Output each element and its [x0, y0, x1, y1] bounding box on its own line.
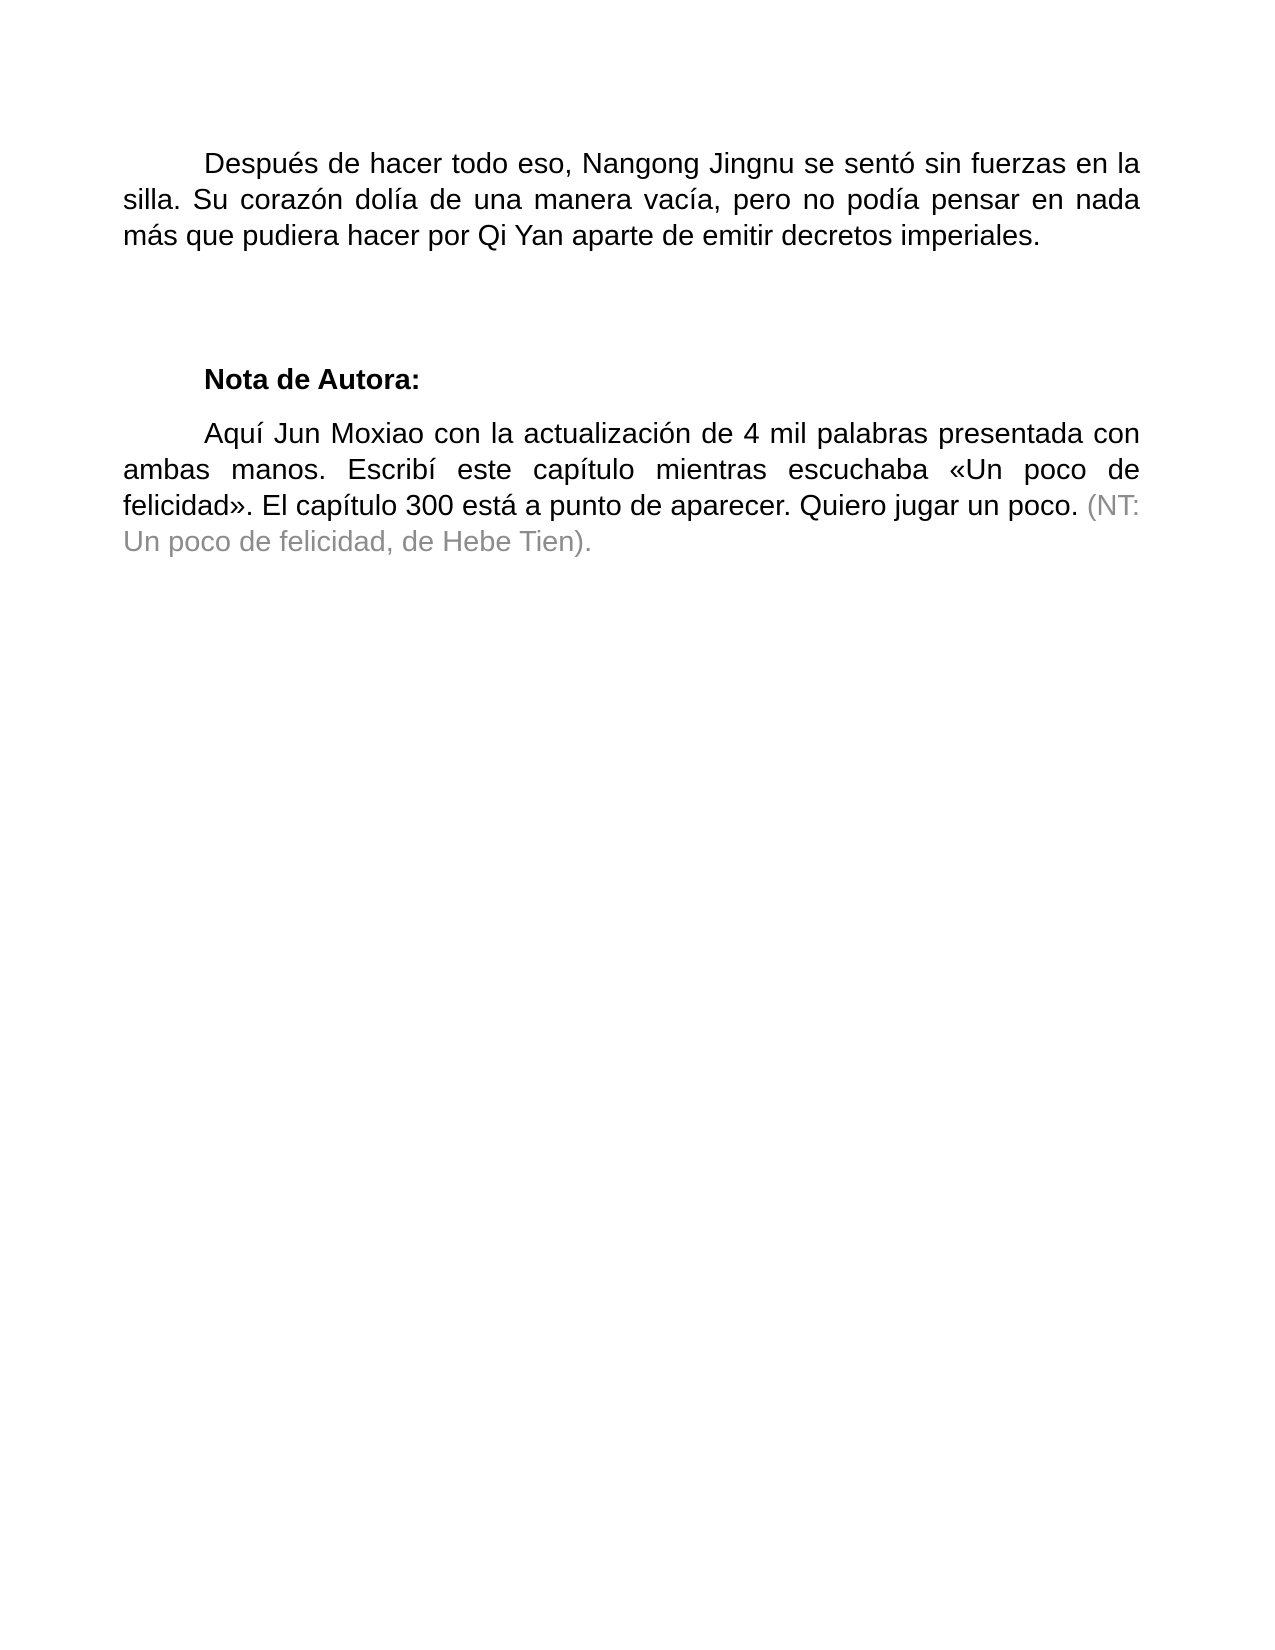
author-note-paragraph — [123, 416, 1140, 560]
body-paragraph-1 — [123, 146, 1140, 254]
author-note-heading: Nota de Autora: — [204, 364, 421, 396]
translator-note: (NT: Un poco de felicidad, de Hebe Tien). — [123, 490, 1140, 558]
author-note-body: Aquí Jun Moxiao con la actualización de 4 mil palabras presentada con ambas manos. Escribí este capítulo mientras escuchaba «Un poco de felicidad». El capítulo 300 está a punto de aparecer. Quiero jugar un poco. — [123, 418, 1140, 522]
author-note-text — [123, 416, 1140, 560]
paragraph-text: Después de hacer todo eso, Nangong Jingnu se sentó sin fuerzas en la silla. Su corazón dolía de una manera vacía, pero no podía pensar en nada más que pudiera hacer por Qi Yan aparte de emitir decretos imperiales. — [123, 148, 1140, 252]
